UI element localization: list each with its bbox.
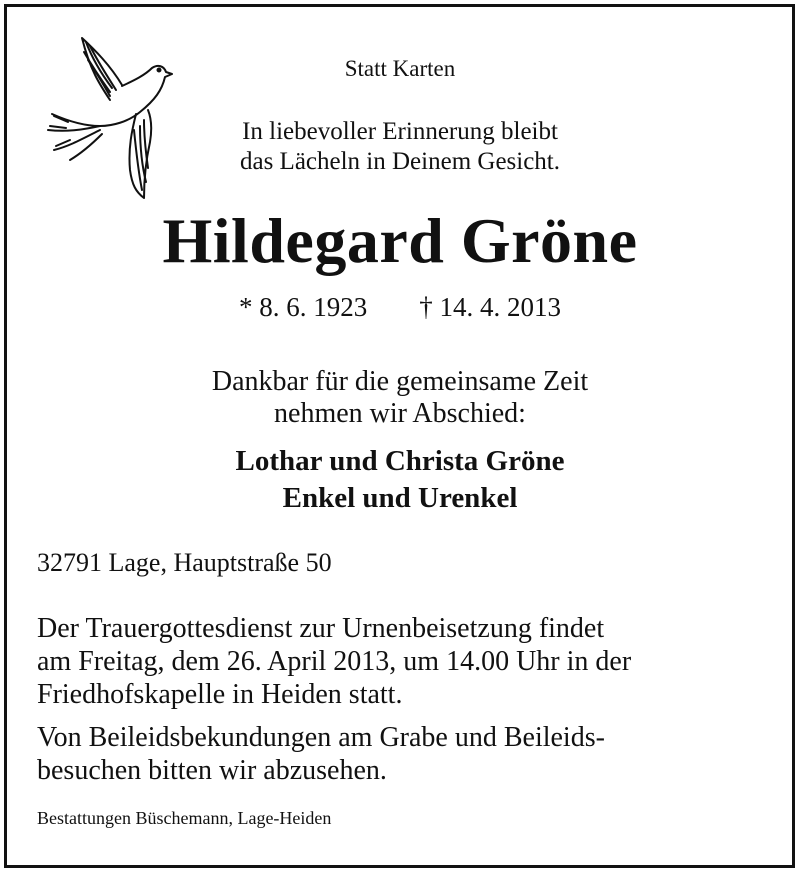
service-line-2: am Freitag, dem 26. April 2013, um 14.00 Uhr in der <box>37 646 632 677</box>
request-line-2: besuchen bitten wir abzusehen. <box>37 755 387 786</box>
service-line-3: Friedhofskapelle in Heiden statt. <box>37 679 403 710</box>
deceased-name: Hildegard Gröne <box>162 205 638 276</box>
birth-date: * 8. 6. 1923 <box>239 292 368 322</box>
farewell-line-2: nehmen wir Abschied: <box>274 398 526 429</box>
death-date: † 14. 4. 2013 <box>419 292 561 322</box>
motto-line-1: In liebevoller Erinnerung bleibt <box>242 118 558 145</box>
service-paragraph <box>37 612 631 711</box>
statt-karten-text: Statt Karten <box>344 56 456 81</box>
motto-line-2: das Lächeln in Deinem Gesicht. <box>239 148 561 175</box>
life-dates <box>0 292 800 323</box>
address-text: 32791 Lage, Hauptstraße 50 <box>37 548 332 577</box>
dove-icon <box>40 30 175 200</box>
service-line-1: Der Trauergottesdienst zur Urnenbeisetzung findet <box>37 613 605 644</box>
undertaker-text: Bestattungen Büschemann, Lage-Heiden <box>37 808 332 828</box>
mourners-line-1: Lothar und Christa Gröne <box>235 445 565 477</box>
request-line-1: Von Beileidsbekundungen am Grabe und Beileids- <box>37 722 605 753</box>
farewell-line-1: Dankbar für die gemeinsame Zeit <box>211 366 589 397</box>
mourners-line-2: Enkel und Urenkel <box>282 482 518 514</box>
request-paragraph <box>37 721 605 787</box>
